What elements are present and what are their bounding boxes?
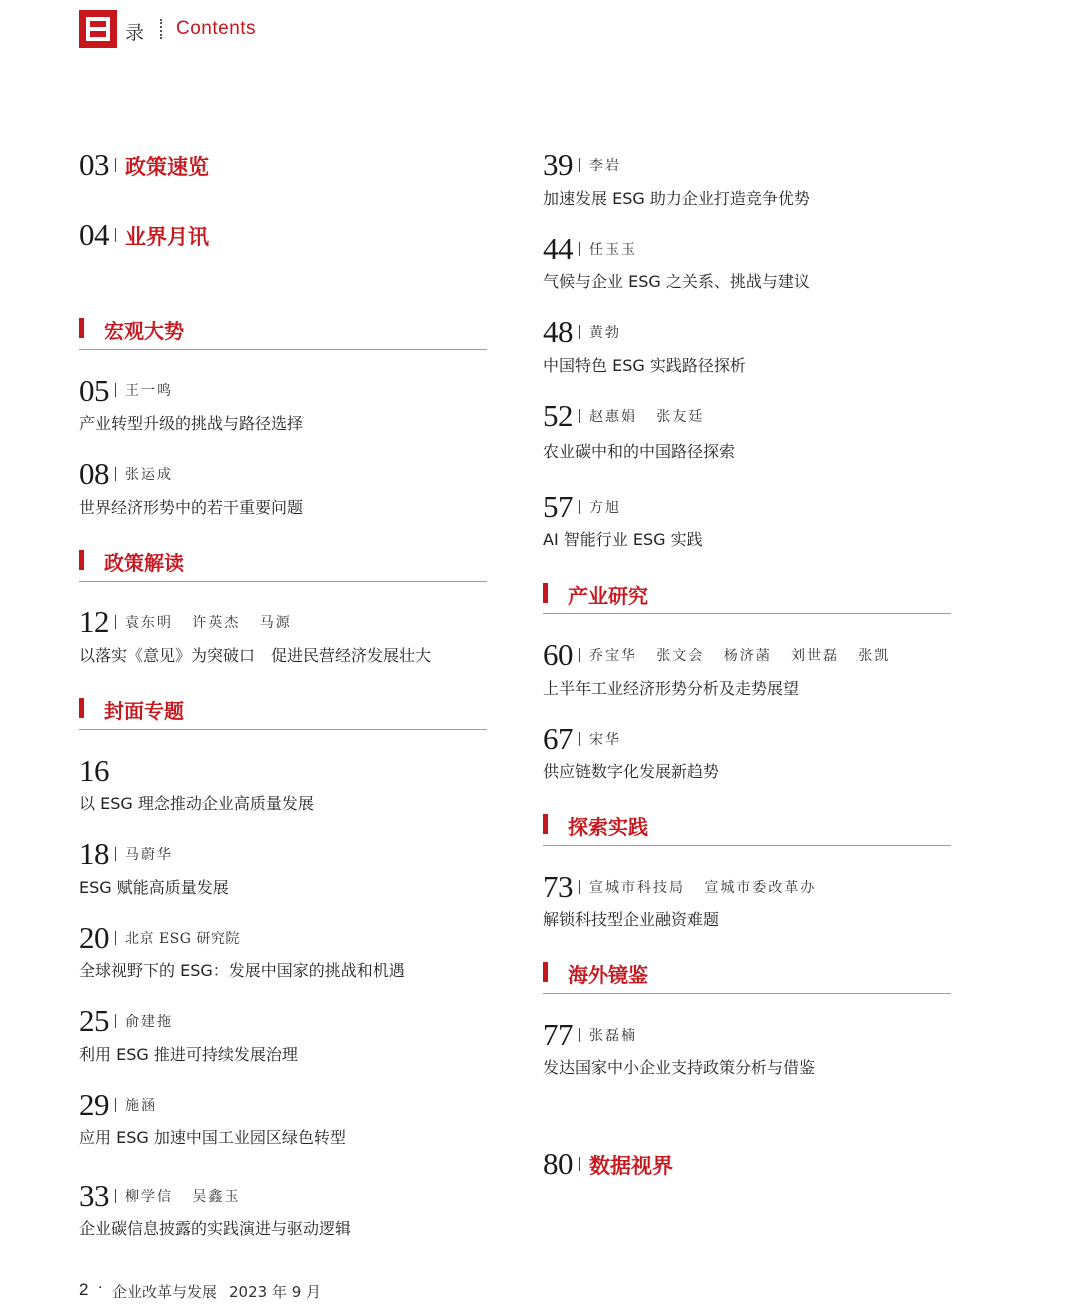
page-number: 60 [543, 637, 573, 672]
page-number: 18 [79, 836, 109, 871]
section-title: 宏观大势 [104, 319, 184, 343]
section-divider [79, 349, 487, 350]
entry-title: 企业碳信息披露的实践演进与驱动逻辑 [79, 1219, 352, 1238]
page-number: 67 [543, 721, 573, 756]
page-number: 29 [79, 1087, 109, 1122]
section-marker [79, 550, 84, 570]
page-number: 80 [543, 1146, 573, 1181]
entry-authors: 李岩 [589, 158, 621, 174]
entry-authors: 柳学信 吴鑫玉 [125, 1189, 241, 1205]
feature-title: 政策速览 [125, 155, 209, 179]
entry-title: 产业转型升级的挑战与路径选择 [79, 414, 304, 433]
entry-title: 上半年工业经济形势分析及走势展望 [543, 679, 800, 698]
footer-magazine-name: 企业改革与发展 [112, 1283, 218, 1301]
entry-authors: 俞建拖 [125, 1014, 173, 1030]
section-marker [79, 318, 84, 338]
page-number: 73 [543, 869, 573, 904]
section-title: 海外镜鉴 [568, 963, 648, 987]
section-marker [79, 698, 84, 718]
page-number: 48 [543, 314, 573, 349]
section-divider [543, 613, 951, 614]
feature-title: 数据视界 [589, 1154, 673, 1178]
section-divider [79, 729, 487, 730]
header-english-title: Contents [176, 18, 257, 39]
entry-authors: 张运成 [125, 467, 173, 483]
footer-issue-date: 2023 年 9 月 [229, 1283, 322, 1301]
section-marker [543, 814, 548, 834]
entry-authors: 方旭 [589, 500, 621, 516]
section-title: 封面专题 [104, 699, 184, 723]
page-number: 25 [79, 1003, 109, 1038]
entry-title: 中国特色 ESG 实践路径探析 [543, 356, 746, 375]
entry-title: 发达国家中小企业支持政策分析与借鉴 [543, 1058, 816, 1077]
section-title: 政策解读 [104, 551, 184, 575]
entry-title: 供应链数字化发展新趋势 [543, 762, 720, 781]
entry-title: 以 ESG 理念推动企业高质量发展 [79, 794, 314, 813]
page-number: 57 [543, 489, 573, 524]
section-divider [79, 581, 487, 582]
entry-authors: 宣城市科技局 宣城市委改革办 [589, 880, 817, 896]
entry-title: 以落实《意见》为突破口 促进民营经济发展壮大 [79, 646, 432, 665]
page-number: 08 [79, 456, 109, 491]
entry-title: 世界经济形势中的若干重要问题 [79, 498, 304, 517]
entry-authors: 赵惠娟 张友廷 [589, 409, 705, 425]
entry-authors: 任玉玉 [589, 242, 637, 258]
page-number: 03 [79, 147, 109, 182]
entry-authors: 黄勃 [589, 325, 621, 341]
page-number: 04 [79, 217, 109, 252]
entry-title: 利用 ESG 推进可持续发展治理 [79, 1045, 298, 1064]
section-marker [543, 583, 548, 603]
section-marker [543, 962, 548, 982]
page-number: 77 [543, 1017, 573, 1052]
entry-title: 应用 ESG 加速中国工业园区绿色转型 [79, 1128, 346, 1147]
entry-title: 加速发展 ESG 助力企业打造竞争优势 [543, 189, 810, 208]
section-divider [543, 993, 951, 994]
entry-authors: 马蔚华 [125, 847, 173, 863]
entry-authors: 张磊楠 [589, 1028, 637, 1044]
page-number: 33 [79, 1178, 109, 1213]
header-divider [160, 19, 162, 39]
entry-authors: 袁东明 许英杰 马源 [125, 615, 292, 631]
footer-page-number: 2 [79, 1280, 89, 1299]
entry-title: 农业碳中和的中国路径探索 [543, 442, 736, 461]
page-number: 16 [79, 753, 109, 788]
section-title: 探索实践 [568, 815, 648, 839]
feature-title: 业界月讯 [125, 225, 209, 249]
entry-authors: 施涵 [125, 1098, 157, 1114]
entry-authors: 乔宝华 张文会 杨济菡 刘世磊 张凯 [589, 648, 891, 664]
page-number: 20 [79, 920, 109, 955]
section-divider [543, 845, 951, 846]
page-number: 44 [543, 231, 573, 266]
page-number: 52 [543, 398, 573, 433]
entry-authors: 王一鸣 [125, 383, 173, 399]
page-number: 12 [79, 604, 109, 639]
footer-dot: · [98, 1280, 103, 1296]
section-title: 产业研究 [568, 584, 648, 608]
page-number: 05 [79, 373, 109, 408]
entry-title: 解锁科技型企业融资难题 [543, 910, 720, 929]
entry-title: ESG 赋能高质量发展 [79, 878, 229, 897]
header-char: 录 [125, 22, 145, 44]
entry-authors: 宋华 [589, 732, 621, 748]
contents-logo-icon [79, 10, 117, 48]
entry-authors: 北京 ESG 研究院 [125, 931, 240, 947]
entry-title: AI 智能行业 ESG 实践 [543, 530, 703, 549]
entry-title: 气候与企业 ESG 之关系、挑战与建议 [543, 272, 810, 291]
page-number: 39 [543, 147, 573, 182]
entry-title: 全球视野下的 ESG：发展中国家的挑战和机遇 [79, 961, 405, 980]
